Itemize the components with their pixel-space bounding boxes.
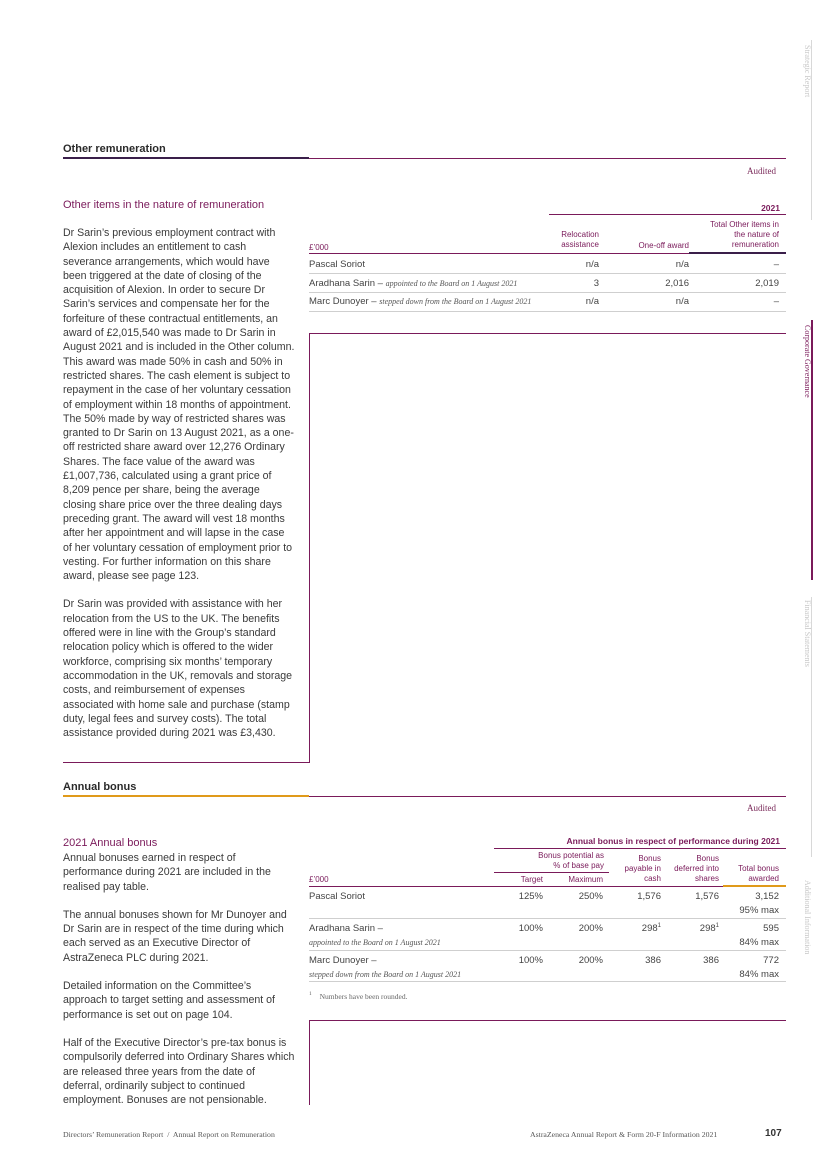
row-total: – bbox=[773, 296, 779, 307]
footnote-text: Numbers have been rounded. bbox=[319, 991, 408, 1001]
row-cash: 1,576 bbox=[637, 891, 661, 902]
row-name-text: Marc Dunoyer – bbox=[309, 296, 377, 307]
row-note: stepped down from the Board on 1 August 2021 bbox=[309, 970, 462, 979]
row-deferred bbox=[671, 923, 719, 934]
row-total: 2,019 bbox=[755, 278, 779, 289]
row-total: 3,152 bbox=[755, 891, 779, 902]
row-total-pct: 95% max bbox=[739, 905, 779, 916]
audited-label: Audited bbox=[747, 166, 776, 176]
row-cash bbox=[619, 923, 661, 934]
audited-label: Audited bbox=[747, 803, 776, 813]
row-target: 100% bbox=[518, 955, 543, 966]
row-name bbox=[309, 278, 517, 289]
row-target: 125% bbox=[518, 891, 543, 902]
col-target: Target bbox=[520, 875, 543, 884]
col-relocation: Relocation assistance bbox=[561, 230, 599, 249]
unit-label: £’000 bbox=[309, 875, 329, 884]
table-header-rule bbox=[494, 848, 786, 849]
row-rule bbox=[309, 918, 786, 919]
row-total: – bbox=[773, 259, 779, 270]
section-rule-thin bbox=[309, 796, 786, 797]
annual-bonus-table bbox=[309, 835, 786, 1010]
header-rule-accent bbox=[723, 885, 786, 887]
other-items-body bbox=[63, 226, 295, 754]
footnote bbox=[309, 991, 408, 1001]
frame-left-line bbox=[309, 333, 310, 762]
row-rule bbox=[309, 273, 786, 274]
row-name: Marc Dunoyer – bbox=[309, 955, 377, 966]
table-year: 2021 bbox=[761, 203, 780, 213]
row-maximum: 200% bbox=[578, 955, 603, 966]
section-rule-dark bbox=[63, 157, 309, 159]
paragraph: Half of the Executive Director’s pre-tax bonus is compulsorily deferred into Ordinary Shares which are released three years from the date of deferral, ordinarily subject to continued employment. Bonuses are not pensionable. bbox=[63, 1036, 295, 1107]
section-rule-accent bbox=[63, 795, 309, 797]
row-total: 595 bbox=[763, 923, 779, 934]
table-year-rule bbox=[549, 214, 786, 215]
other-remuneration-title: Other remuneration bbox=[63, 143, 166, 155]
row-cash-value: 298 bbox=[641, 923, 658, 935]
row-rule bbox=[309, 950, 786, 951]
row-deferred: 386 bbox=[703, 955, 719, 966]
row-relocation: 3 bbox=[593, 278, 599, 289]
page-number: 107 bbox=[765, 1128, 782, 1139]
footnote-mark: 1 bbox=[309, 991, 312, 997]
footnote-ref: 1 bbox=[715, 923, 719, 929]
potential-rule bbox=[494, 872, 609, 873]
row-total: 772 bbox=[763, 955, 779, 966]
row-note: appointed to the Board on 1 August 2021 bbox=[309, 938, 441, 947]
side-tab-additional-information[interactable]: Additional Information bbox=[803, 880, 812, 955]
row-name bbox=[309, 296, 531, 307]
row-total-pct: 84% max bbox=[739, 937, 779, 948]
row-maximum: 200% bbox=[578, 923, 603, 934]
row-name-text: Aradhana Sarin – bbox=[309, 278, 383, 289]
annual-bonus-subtitle: 2021 Annual bonus bbox=[63, 837, 158, 849]
paragraph: Dr Sarin was provided with assistance with her relocation from the US to the UK. The benefits offered were in line with the Group’s standard relocation policy which is offered to the wider workforce, comprising six months’ temporary accommodation in the UK, removals and storage costs, and reimbursement of expenses associated with home sale and purchase (stamp duty, legal fees and survey costs). The total assistance provided during 2021 was £3,430. bbox=[63, 598, 293, 740]
row-deferred-value: 298 bbox=[699, 923, 716, 935]
row-deferred: 1,576 bbox=[695, 891, 719, 902]
paragraph: Dr Sarin’s previous employment contract with Alexion includes an entitlement to cash severance arrangements, which would have been triggered at the date of closing of the acquisition of Alexion. In order to secure Dr Sarin’s services and compensate her for the forfeiture of these contractual entitlements, an award of £2,015,540 was made to Dr Sarin in August 2021 and is included in the Other column. This award was made 50% in cash and 50% in restricted shares. The cash element is subject to repayment in the case of her voluntary cessation of employment within 18 months of appointment. The 50% made by way of restricted shares was granted to Dr Sarin on 13 August 2021, as a one-off restricted share award over 12,276 Ordinary Shares. The face value of the award was £1,007,736, calculated using a grant price of 8,209 pence per share, being the average closing share price over the three dealing days preceding grant. The award will vest 18 months after her appointment and will lapse in the case of her voluntary cessation of employment prior to vesting. For further information on this share award, please see page 123. bbox=[63, 227, 295, 583]
table-row bbox=[309, 889, 786, 919]
row-name: Pascal Soriot bbox=[309, 259, 365, 270]
header-rule-accent bbox=[689, 252, 786, 254]
frame-top-line bbox=[309, 1020, 786, 1021]
paragraph: The annual bonuses shown for Mr Dunoyer and Dr Sarin are in respect of the time during which each served as an Executive Director of AstraZeneca PLC during 2021. bbox=[63, 908, 287, 964]
header-rule bbox=[309, 886, 786, 887]
other-items-subtitle: Other items in the nature of remuneration bbox=[63, 199, 265, 211]
table-row bbox=[309, 921, 786, 951]
col-one-off: One-off award bbox=[638, 241, 689, 250]
col-bonus-potential: Bonus potential as % of base pay bbox=[538, 851, 604, 870]
row-relocation: n/a bbox=[585, 259, 599, 270]
footnote-ref: 1 bbox=[657, 923, 661, 929]
col-cash: Bonus payable in cash bbox=[624, 854, 661, 883]
section-rule-thin bbox=[309, 158, 786, 159]
annual-bonus-body bbox=[63, 851, 295, 1121]
row-cash: 386 bbox=[645, 955, 661, 966]
paragraph: Annual bonuses earned in respect of performance during 2021 are included in the realised pay table. bbox=[63, 852, 271, 893]
row-rule bbox=[309, 292, 786, 293]
other-remuneration-table bbox=[309, 200, 786, 315]
frame-top-line bbox=[309, 333, 786, 334]
side-tab-corporate-governance[interactable]: Corporate Governance bbox=[803, 325, 812, 398]
row-name: Pascal Soriot bbox=[309, 891, 365, 902]
paragraph: Detailed information on the Committee’s approach to target setting and assessment of performance is set out on page 104. bbox=[63, 980, 276, 1021]
col-total-other: Total Other items in the nature of remuneration bbox=[710, 220, 779, 249]
row-name: Aradhana Sarin – bbox=[309, 923, 383, 934]
row-one-off: n/a bbox=[675, 259, 689, 270]
unit-label: £’000 bbox=[309, 243, 329, 252]
row-note: appointed to the Board on 1 August 2021 bbox=[385, 279, 518, 288]
frame-bottom-line bbox=[63, 762, 310, 763]
table-row bbox=[309, 256, 786, 274]
row-maximum: 250% bbox=[578, 891, 603, 902]
col-deferred: Bonus deferred into shares bbox=[674, 854, 719, 883]
footer-right: AstraZeneca Annual Report & Form 20-F Information 2021 bbox=[530, 1130, 718, 1139]
table-header: Annual bonus in respect of performance during 2021 bbox=[566, 836, 780, 846]
footer-left: Directors’ Remuneration Report / Annual Report on Remuneration bbox=[63, 1130, 275, 1139]
col-maximum: Maximum bbox=[568, 875, 603, 884]
annual-bonus-title: Annual bonus bbox=[63, 781, 137, 793]
row-relocation: n/a bbox=[585, 296, 599, 307]
row-total-pct: 84% max bbox=[739, 969, 779, 980]
table-row bbox=[309, 953, 786, 983]
col-total: Total bonus awarded bbox=[738, 864, 779, 883]
row-note: stepped down from the Board on 1 August 2021 bbox=[379, 297, 532, 306]
row-one-off: 2,016 bbox=[665, 278, 689, 289]
row-target: 100% bbox=[518, 923, 543, 934]
side-tab-financial-statements[interactable]: Financial Statements bbox=[803, 600, 812, 667]
side-tab-strategic-report[interactable]: Strategic Report bbox=[803, 45, 812, 98]
row-one-off: n/a bbox=[675, 296, 689, 307]
frame-left-line bbox=[309, 1020, 310, 1105]
row-rule bbox=[309, 981, 786, 982]
row-rule bbox=[309, 311, 786, 312]
